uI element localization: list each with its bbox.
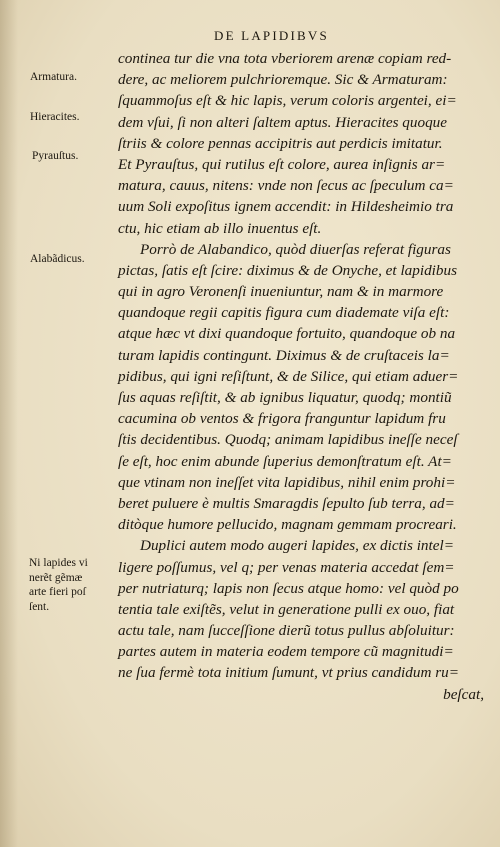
text-line: qui in agro Veronenſi inueniuntur, nam & in marmore [118,283,444,301]
text-line: ligere poſſumus, vel q; per venas materia accedat ſem= [118,558,455,576]
text-line: que vtinam non ineſſet vita lapidibus, nihil enim prohi= [118,473,456,491]
text-line: pidibus, qui igni reſiſtunt, & de Silice, qui etiam aduer= [118,367,459,385]
text-line: turam lapidis contingunt. Diximus & de cruſtaceis la= [118,346,450,364]
margin-note-line: ſent. [29,600,50,613]
text-line: tentia tale exiſtẽs, velut in generatione pulli ex ouo, fiat [118,600,455,618]
margin-note-pyraustus: Pyrauſtus. [32,150,79,162]
text-line: dere, ac meliorem pulchrioremque. Sic & Armaturam: [118,71,448,89]
margin-note-line: nerẽt gẽmæ [29,571,83,584]
text-line: Et Pyrauſtus, qui rutilus eſt colore, aurea inſignis ar= [118,155,446,173]
text-line: actu tale, nam ſucceſſione dierũ totus pullus abſoluitur: [118,622,455,640]
text-line: beret puluere è multis Smaragdis ſepulto ſub terra, ad= [118,494,455,512]
text-line: continea tur die vna tota vberiorem arenæ copiam red- [118,50,452,67]
text-line: atque hæc vt dixi quandoque fortuito, quandoque ob na [118,325,456,343]
text-line: Duplici autem modo augeri lapides, ex dictis intel= [140,537,454,555]
text-line: quandoque regii capitis figura cum diademate viſa eſt: [118,304,450,322]
margin-note-line: Ni lapides vi [29,557,88,569]
margin-note-hieracites: Hieracites. [30,111,80,123]
running-header: DE LAPIDIBVS [214,28,329,43]
text-line: uum Soli expoſitus ignem accendit: in Hildesheimio tra [118,198,454,216]
text-line: ne ſua fermè tota initium ſumunt, vt prius candidum ru= [118,664,459,682]
margin-note-lapides [29,556,88,614]
text-line: ſtriis & colore pennas accipitris aut perdicis imitatur. [118,134,443,152]
margin-note-line: arte fieri poſ [29,586,86,598]
text-line: matura, cauus, nitens: vnde non ſecus ac ſpeculum ca= [118,177,454,195]
text-line: ctu, hic etiam ab illo inuentus eſt. [118,219,322,237]
body-text [118,48,490,705]
text-line: pictas, ſatis eſt ſcire: diximus & de Onyche, et lapidibus [118,261,457,279]
text-line: ſus aquas reſiſtit, & ab ignibus liquatur, quodq; montiũ [118,389,452,406]
text-line: ſe eſt, hoc enim abunde ſuperius demonſtratum eſt. At= [118,452,452,470]
margin-note-alabandicus: Alabãdicus. [30,253,85,265]
text-line: ditòque humore pellucido, magnam gemmam procreari. [118,516,457,534]
text-line: per nutriaturq; lapis non ſecus atque homo: vel quòd po [118,579,459,597]
text-line: ſquammoſus eſt & hic lapis, verum coloris argentei, ei= [118,92,457,110]
text-line: partes autem in materia eodem tempore cũ magnitudi= [118,643,454,661]
text-line: cacumina ob ventos & frigora franguntur lapidum fru [118,410,446,428]
text-line: ſtis decidentibus. Quodq; animam lapidibus ineſſe neceſ [118,431,458,449]
margin-note-armatura: Armatura. [30,71,77,83]
text-line: Porrò de Alabandico, quòd diuerſas referat figuras [140,240,451,258]
text-line: dem vſui, ſi non alteri ſaltem aptus. Hieracites quoque [118,113,448,131]
text-line: beſcat, [443,685,484,703]
